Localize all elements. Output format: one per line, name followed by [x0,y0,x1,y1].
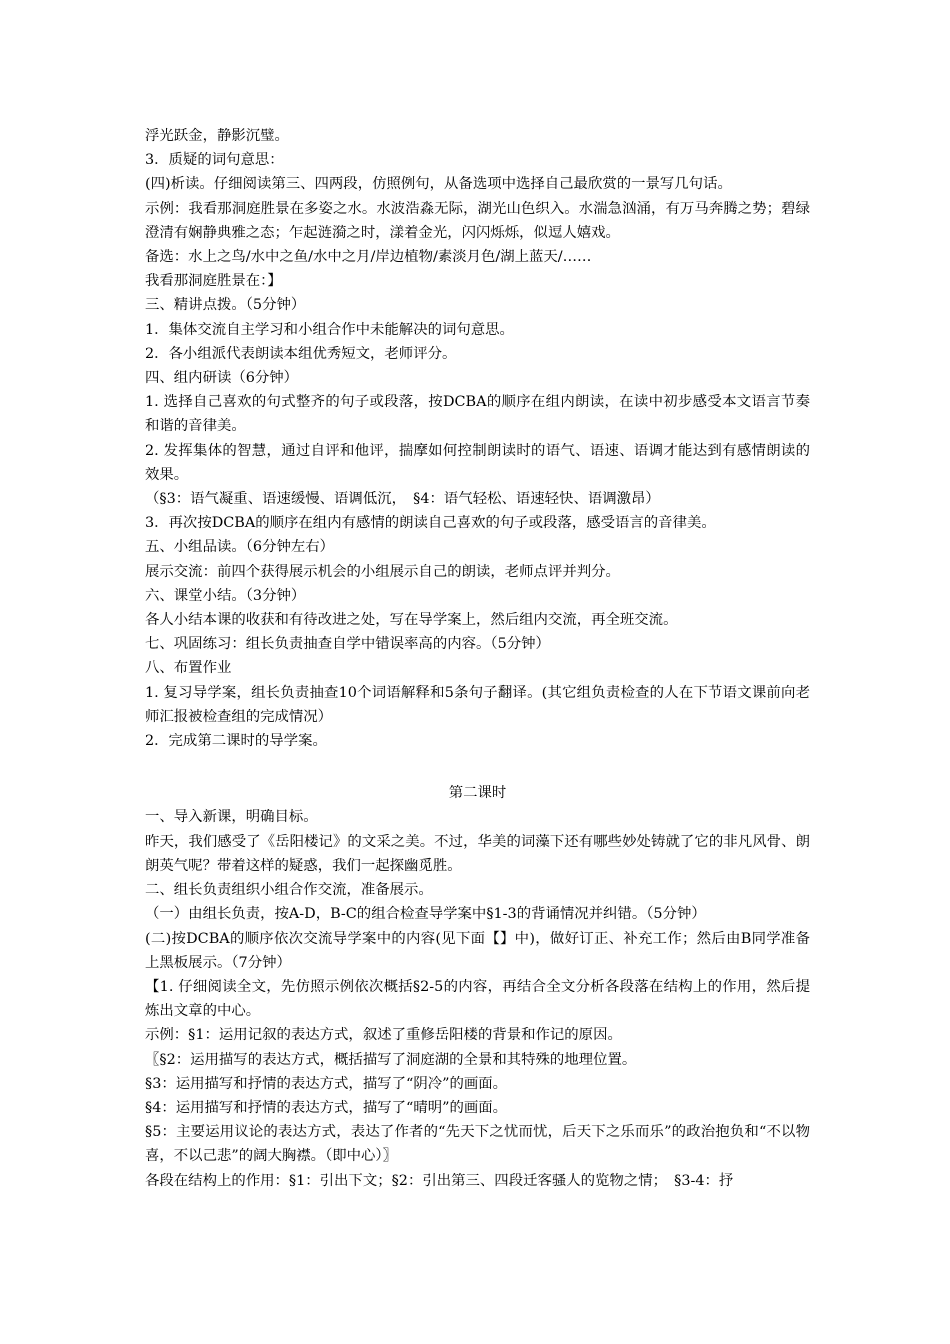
text-line: 【1. 仔细阅读全文，先仿照示例依次概括§2-5的内容，再结合全文分析各段落在结构上的作用，然后提炼出文章的中心。 [145,978,810,1020]
text-line: 1. 选择自己喜欢的句式整齐的句子或段落，按DCBA的顺序在组内朗读，在读中初步感受本文语言节奏和谐的音律美。 [145,394,810,435]
text-line: 3．质疑的词句意思： [145,152,284,169]
text-line: （§3：语气凝重、语速缓慢、语调低沉， §4：语气轻松、语速轻快、语调激昂） [145,491,660,508]
text-line: (二)按DCBA的顺序依次交流导学案中的内容(见下面【】中)，做好订正、补充工作；然后由B同学准备上黑板展示。（7分钟） [145,930,810,971]
document-body [145,124,810,1193]
text-line: 1. 复习导学案，组长负责抽查10个词语解释和5条句子翻译。(其它组负责检查的人在下节语文课前向老师汇报被检查组的完成情况） [145,684,810,725]
section-title: 第二课时 [448,785,507,802]
heading: 七、巩固练习：组长负责抽查自学中错误率高的内容。（5分钟） [145,636,550,653]
text-line: (四)析读。仔细阅读第三、四两段，仿照例句，从备选项中选择自己最欣赏的一景写几句话。 [145,176,732,193]
text-line: 2. 发挥集体的智慧，通过自评和他评，揣摩如何控制朗读时的语气、语速、语调才能达到有感情朗读的效果。 [145,442,810,483]
text-line: 各人小结本课的收获和有待改进之处，写在导学案上，然后组内交流，再全班交流。 [145,612,678,629]
text-line: 浮光跃金，静影沉璧。 [145,128,289,144]
heading: 八、布置作业 [145,660,232,677]
text-line: 示例：我看那洞庭胜景在多姿之水。水波浩淼无际，湖光山色织入。水湍急汹涌，有万马奔腾之势；碧绿澄清有娴静典雅之态；乍起涟漪之时，漾着金光，闪闪烁烁，似逗人嬉戏。 [145,200,810,241]
heading: 四、组内研读（6分钟） [145,370,299,387]
text-line: 1．集体交流自主学习和小组合作中未能解决的词句意思。 [145,321,514,338]
text-line: 我看那洞庭胜景在：】 [145,273,282,290]
heading: 五、小组品读。（6分钟左右） [145,539,335,556]
text-line: §4：运用描写和抒情的表达方式，描写了“晴明”的画面。 [145,1099,508,1116]
text-line: §3：运用描写和抒情的表达方式，描写了“阴冷”的画面。 [145,1075,508,1092]
heading: 一、导入新课，明确目标。 [145,809,318,826]
text-line: 3．再次按DCBA的顺序在组内有感情的朗读自己喜欢的句子或段落，感受语言的音律美。 [145,515,716,532]
text-line: 备选：水上之鸟/水中之鱼/水中之月/岸边植物/素淡月色/湖上蓝天/…… [145,249,592,266]
text-line: 2．完成第二课时的导学案。 [145,733,327,750]
text-line: 展示交流：前四个获得展示机会的小组展示自己的朗读，老师点评并判分。 [145,563,620,580]
text-line: §5：主要运用议论的表达方式，表达了作者的“先天下之忧而忧，后天下之乐而乐”的政治抱负和“不以物喜，不以己悲”的阔大胸襟。（即中心）〗 [145,1124,810,1165]
text-line: 〖§2：运用描写的表达方式，概括描写了洞庭湖的全景和其特殊的地理位置。 [145,1051,637,1068]
text-line: （一）由组长负责，按A-D，B-C的组合检查导学案中§1-3的背诵情况并纠错。（5分钟） [145,906,706,923]
text-line: 昨天，我们感受了《岳阳楼记》的文采之美。不过，华美的词藻下还有哪些妙处铸就了它的非凡风骨、朗朗英气呢？带着这样的疑惑，我们一起探幽觅胜。 [145,833,810,874]
text-line: 示例：§1：运用记叙的表达方式，叙述了重修岳阳楼的背景和作记的原因。 [145,1027,622,1044]
text-line: 各段在结构上的作用：§1：引出下文；§2：引出第三、四段迁客骚人的览物之情； §3-4：抒 [145,1172,734,1189]
text-line: 2．各小组派代表朗读本组优秀短文，老师评分。 [145,345,457,362]
heading: 二、组长负责组织小组合作交流，准备展示。 [145,882,433,899]
spacer [145,753,810,781]
heading: 六、课堂小结。（3分钟） [145,587,306,604]
heading: 三、精讲点拨。（5分钟） [145,297,306,314]
